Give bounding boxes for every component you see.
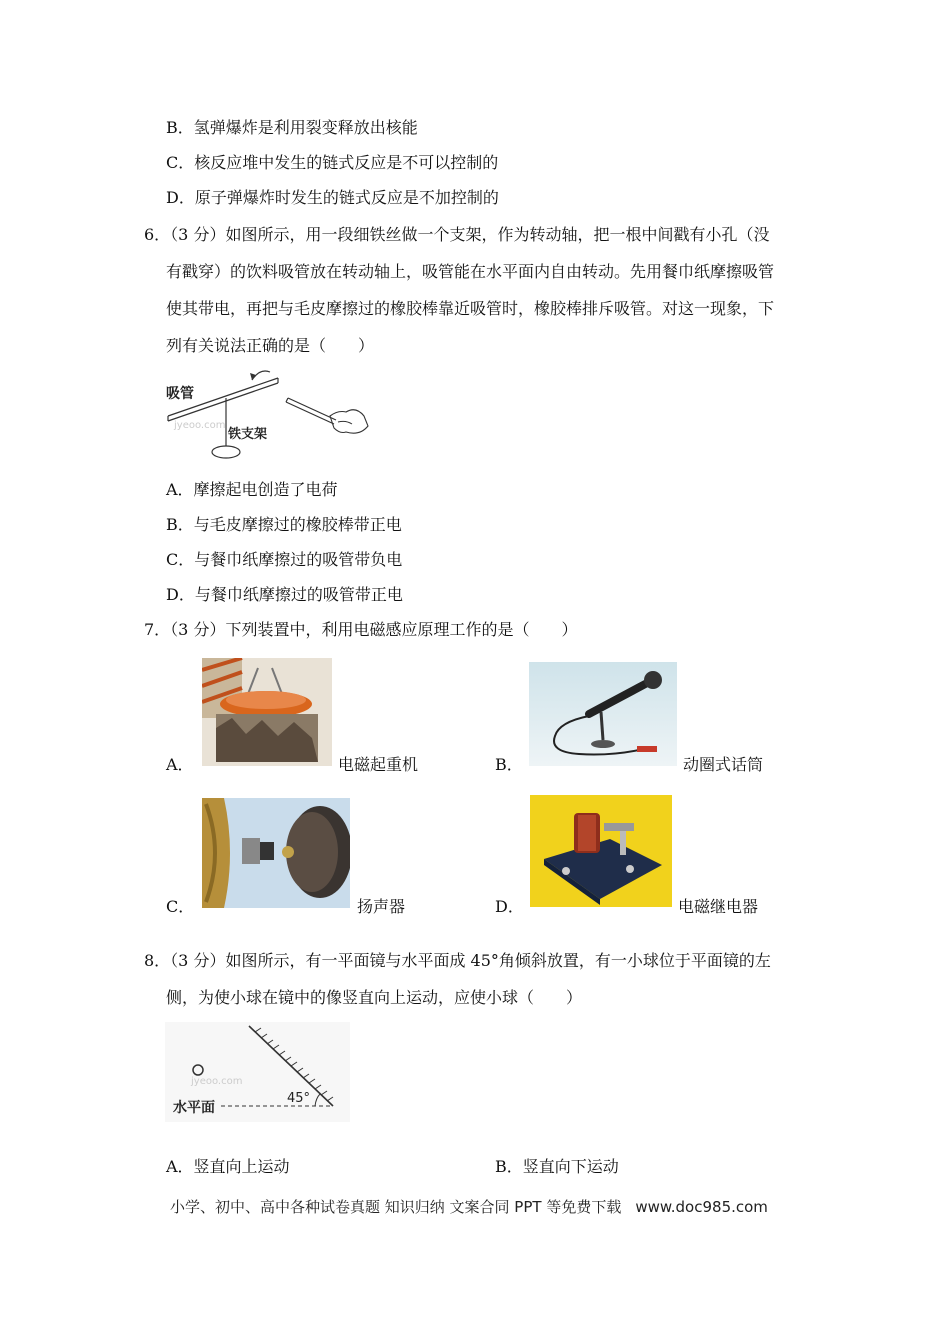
angle-label: 45° [287,1091,311,1106]
q6-option-c: C．与餐巾纸摩擦过的吸管带负电 [166,550,403,569]
horizontal-plane-label: 水平面 [173,1100,215,1116]
q6-option-a: A．摩擦起电创造了电荷 [166,480,338,499]
q6-stem-line-4: 列有关说法正确的是（ ） [166,336,375,355]
q6-watermark: jyeoo.com [174,420,226,431]
q6-straw-diagram [160,364,375,464]
q8-watermark: jyeoo.com [191,1076,243,1087]
loudspeaker-image [202,798,350,908]
q8-stem-line-1: 8．（3 分）如图所示，有一平面镜与水平面成 45°角倾斜放置，有一小球位于平面镜的左 [144,951,771,970]
q7-option-c-caption: 扬声器 [357,897,406,916]
q5-option-d: D．原子弹爆炸时发生的链式反应是不加控制的 [166,188,499,207]
q7-stem: 7．（3 分）下列装置中，利用电磁感应原理工作的是（ ） [144,620,578,639]
q5-option-b: B．氢弹爆炸是利用裂变释放出核能 [166,118,418,137]
q8-option-a: A．竖直向上运动 [166,1157,290,1176]
q7-option-d-caption: 电磁继电器 [678,897,759,916]
footer-url[interactable]: www.doc985.com [635,1198,768,1216]
straw-label: 吸管 [166,386,194,402]
footer-text: 小学、初中、高中各种试卷真题 知识归纳 文案合同 PPT 等免费下载 [170,1198,622,1216]
q6-stem-line-3: 使其带电，再把与毛皮摩擦过的橡胶棒靠近吸管时，橡胶棒排斥吸管。对这一现象，下 [166,299,775,318]
electromagnetic-crane-image [202,658,332,766]
electromagnetic-relay-image [530,795,672,907]
q7-option-d-letter: D． [495,897,524,916]
q7-option-b-letter: B． [495,755,523,774]
q7-option-a-letter: A． [166,755,194,774]
stand-label: 铁支架 [228,427,268,442]
q7-option-c-letter: C． [166,897,195,916]
q6-option-d: D．与餐巾纸摩擦过的吸管带正电 [166,585,403,604]
q6-stem-line-1: 6．（3 分）如图所示，用一段细铁丝做一个支架，作为转动轴，把一根中间戳有小孔（没 [144,225,770,244]
q5-option-c: C．核反应堆中发生的链式反应是不可以控制的 [166,153,499,172]
q6-stem-line-2: 有戳穿）的饮料吸管放在转动轴上，吸管能在水平面内自由转动。先用餐巾纸摩擦吸管 [166,262,775,281]
q7-option-a-caption: 电磁起重机 [338,755,419,774]
page-footer [170,1196,768,1217]
q7-option-b-caption: 动圈式话筒 [683,755,764,774]
q8-stem-line-2: 侧，为使小球在镜中的像竖直向上运动，应使小球（ ） [166,988,583,1007]
dynamic-microphone-image [529,662,677,766]
q8-option-b: B．竖直向下运动 [495,1157,619,1176]
q6-option-b: B．与毛皮摩擦过的橡胶棒带正电 [166,515,402,534]
q8-mirror-diagram [165,1022,350,1122]
